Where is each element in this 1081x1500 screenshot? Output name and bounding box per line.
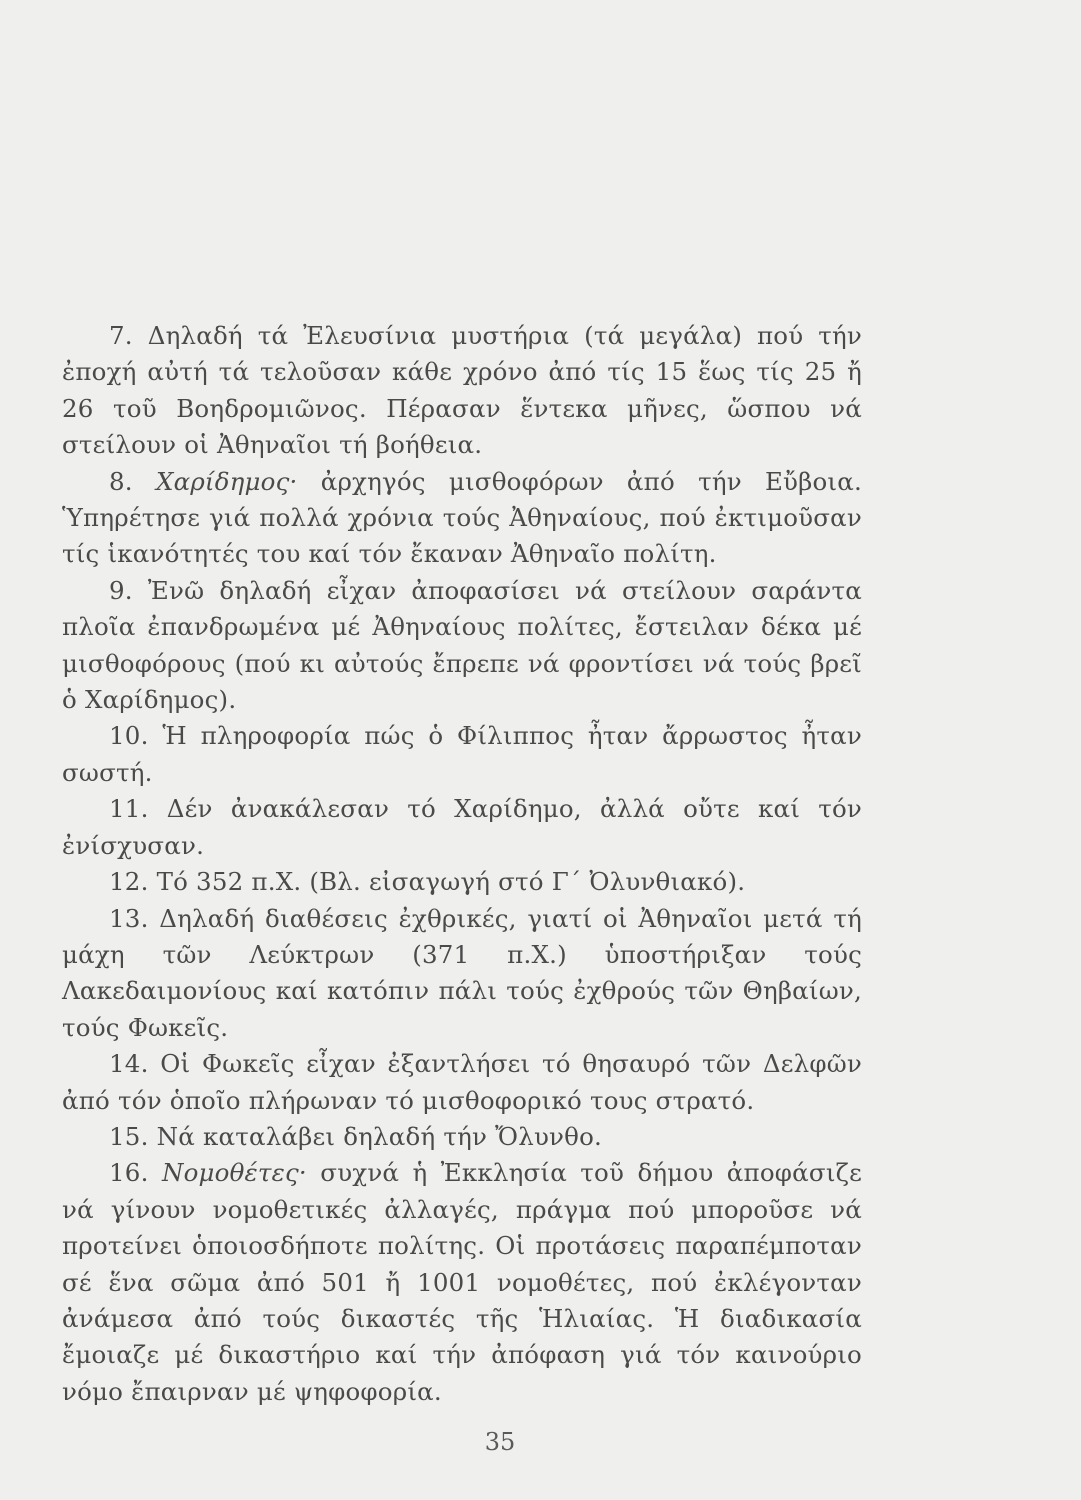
note-keyword: Χαρίδημος· [155,466,298,496]
note-number: 8. [109,466,133,496]
note-number: 12. [109,867,149,897]
note-text: ἀρχηγός μισθοφόρων ἀπό τήν Εὔβοια. Ὑπηρέτησε γιά πολλά χρόνια τούς Ἀθηναίους, πού ἐκτιμοῦσαν τίς ἱκανότητές του καί τόν ἔκαναν Ἀθηναῖο πολίτη. [62,466,862,569]
note-15 [62,1119,862,1155]
note-text: Νά καταλάβει δηλαδή τήν Ὄλυνθο. [156,1121,603,1151]
note-number: 9. [109,575,133,605]
note-number: 10. [109,721,149,751]
note-14 [62,1046,862,1119]
endnotes [62,318,862,1410]
note-11 [62,791,862,864]
note-10 [62,718,862,791]
note-text: Δηλαδή τά Ἐλευσίνια μυστήρια (τά μεγάλα) πού τήν ἐποχή αὐτή τά τελοῦσαν κάθε χρόνο ἀπό τίς 15 ἕως τίς 25 ἤ 26 τοῦ Βοηδρομιῶνος. Πέρασαν ἕντεκα μῆνες, ὥσπου νά στείλουν οἱ Ἀθηναῖοι τή βοήθεια. [62,321,862,460]
note-text: Οἱ Φωκεῖς εἶχαν ἐξαντλήσει τό θησαυρό τῶν Δελφῶν ἀπό τόν ὁποῖο πλήρωναν τό μισθοφορικό τους στρατό. [62,1049,862,1115]
note-text: Δηλαδή διαθέσεις ἐχθρικές, γιατί οἱ Ἀθηναῖοι μετά τή μάχη τῶν Λεύκτρων (371 π.Χ.) ὑποστήριξαν τούς Λακεδαιμονίους καί κατόπιν πάλι τούς ἐχθρούς τῶν Θηβαίων, τούς Φωκεῖς. [62,903,862,1042]
note-text: Τό 352 π.Χ. (Βλ. εἰσαγωγή στό Γ΄ Ὀλυνθιακό). [156,867,746,897]
note-13 [62,901,862,1047]
note-12 [62,864,862,900]
note-text: Ἡ πληροφορία πώς ὁ Φίλιππος ἦταν ἄρρωστος ἦταν σωστή. [62,721,862,787]
note-number: 11. [109,794,149,824]
note-number: 7. [109,321,133,350]
note-text: συχνά ἡ Ἐκκλησία τοῦ δήμου ἀποφάσιζε νά γίνουν νομοθετικές ἀλλαγές, πράγμα πού μποροῦσε νά προτείνει ὁποιοσδήποτε πολίτης. Οἱ προτάσεις παραπέμποταν σέ ἕνα σῶμα ἀπό 501 ἤ 1001 νομοθέτες, πού ἐκλέγονταν ἀνάμεσα ἀπό τούς δικαστές τῆς Ἡλιαίας. Ἡ διαδικασία ἔμοιαζε μέ δικαστήριο καί τήν ἀπόφαση γιά τόν καινούριο νόμο ἔπαιρναν μέ ψηφοφορία. [62,1158,862,1406]
note-8 [62,464,862,573]
note-keyword: Νομοθέτες· [161,1158,307,1188]
note-16 [62,1155,862,1410]
note-number: 16. [109,1158,149,1188]
note-text: Δέν ἀνακάλεσαν τό Χαρίδημο, ἀλλά οὔτε καί τόν ἐνίσχυσαν. [62,794,862,860]
note-7 [62,318,862,464]
note-number: 15. [109,1121,149,1151]
note-number: 13. [109,903,149,933]
note-9 [62,573,862,719]
note-number: 14. [109,1049,149,1079]
page-number: 35 [484,1428,516,1456]
note-text: Ἐνῶ δηλαδή εἶχαν ἀποφασίσει νά στείλουν σαράντα πλοῖα ἐπανδρωμένα μέ Ἀθηναίους πολίτες, ἔστειλαν δέκα μέ μισθοφόρους (πού κι αὐτούς ἔπρεπε νά φροντίσει νά τούς βρεῖ ὁ Χαρίδημος). [62,575,862,715]
